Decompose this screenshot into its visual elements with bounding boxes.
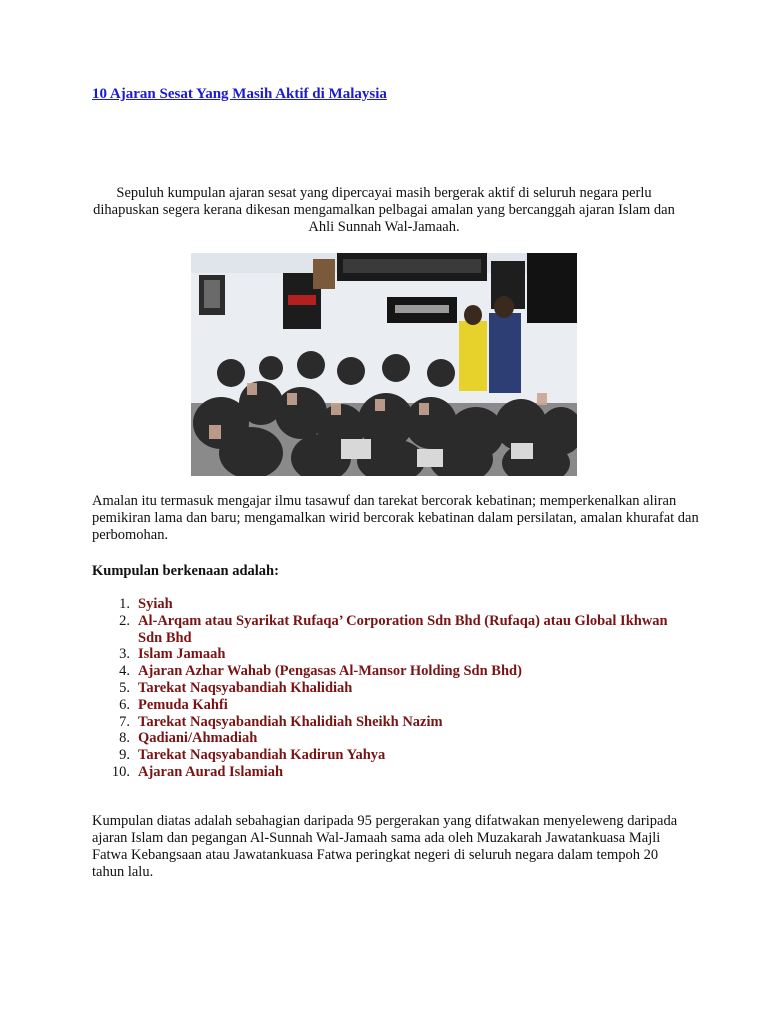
- list-item-label: Ajaran Aurad Islamiah: [138, 763, 284, 780]
- paragraph-conclusion: Kumpulan diatas adalah sebahagian daripada 95 pergerakan yang difatwakan menyeleweng daripada ajaran Islam dan pegangan Al-Sunnah Wal-Jamaah sama ada oleh Muzakarah Jawatankuasa Majli Fatwa Kebangsaan atau Jawatankuasa Fatwa peringkat negeri di seluruh negara dalam tempoh 20 tahun lalu.: [92, 813, 678, 880]
- list-item: [92, 747, 692, 764]
- groups-list: [92, 596, 692, 781]
- list-item-number: 4.: [119, 663, 130, 680]
- gathering-photo: [191, 253, 577, 476]
- list-item-number: 3.: [119, 646, 130, 663]
- list-item-label: Syiah: [138, 596, 173, 612]
- list-item: [92, 714, 692, 731]
- list-item-label: Tarekat Naqsyabandiah Khalidiah: [138, 679, 353, 696]
- list-item-label: Qadiani/Ahmadiah: [138, 730, 258, 747]
- list-item: [92, 596, 692, 613]
- list-item: [92, 680, 692, 697]
- list-item-number: 9.: [119, 747, 130, 764]
- list-item: [92, 764, 692, 781]
- list-item-number: 5.: [119, 679, 130, 696]
- list-item-number: 10.: [111, 763, 130, 780]
- list-item: [92, 613, 692, 647]
- list-item-label: Al-Arqam atau Syarikat Rufaqa’ Corporation Sdn Bhd (Rufaqa) atau Global Ikhwan Sdn Bhd: [138, 612, 668, 646]
- article-title-link[interactable]: 10 Ajaran Sesat Yang Masih Aktif di Malaysia: [92, 86, 387, 102]
- list-item: [92, 697, 692, 714]
- list-item-number: 1.: [119, 596, 130, 612]
- list-item-number: 2.: [119, 612, 130, 629]
- intro-paragraph: Sepuluh kumpulan ajaran sesat yang dipercayai masih bergerak aktif di seluruh negara perlu dihapuskan segera kerana dikesan mengamalkan pelbagai amalan yang bercanggah ajaran Islam dan Ahli Sunnah Wal-Jamaah.: [93, 185, 675, 235]
- gathering-photo-image: [191, 253, 577, 476]
- list-item: [92, 730, 692, 747]
- list-heading: Kumpulan berkenaan adalah:: [92, 563, 279, 579]
- list-item-label: Tarekat Naqsyabandiah Kadirun Yahya: [138, 747, 386, 764]
- list-item-label: Islam Jamaah: [138, 646, 226, 663]
- list-item-number: 7.: [119, 713, 130, 730]
- list-item-number: 6.: [119, 696, 130, 713]
- list-item-label: Ajaran Azhar Wahab (Pengasas Al-Mansor Holding Sdn Bhd): [138, 663, 522, 680]
- list-item-label: Pemuda Kahfi: [138, 696, 228, 713]
- paragraph-practices: Amalan itu termasuk mengajar ilmu tasawuf dan tarekat bercorak kebatinan; memperkenalkan aliran pemikiran lama dan baru; mengamalkan wirid bercorak kebatinan dalam persilatan, amalan khurafat dan perbomohan.: [92, 493, 699, 543]
- list-item: [92, 646, 692, 663]
- list-item-label: Tarekat Naqsyabandiah Khalidiah Sheikh Nazim: [138, 713, 443, 730]
- list-item-number: 8.: [119, 730, 130, 747]
- list-item: [92, 663, 692, 680]
